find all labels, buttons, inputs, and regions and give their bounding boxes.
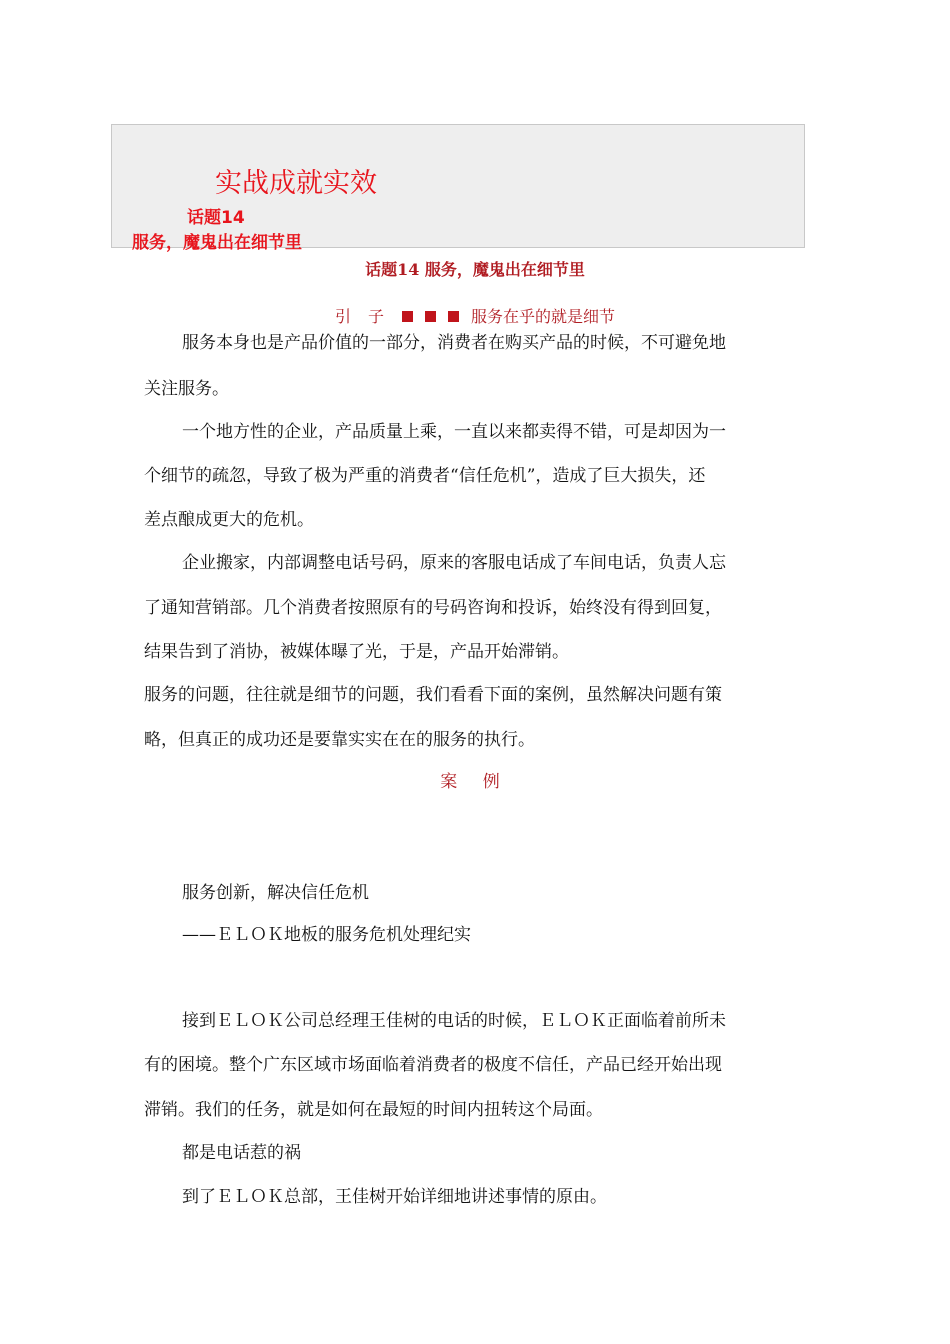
paragraph-line: 企业搬家，内部调整电话号码，原来的客服电话成了车间电话，负责人忘 [182, 553, 726, 573]
intro-title: 服务在乎的就是细节 [471, 307, 616, 326]
paragraph-line: 有的困境。整个广东区域市场面临着消费者的极度不信任，产品已经开始出现 [144, 1055, 722, 1075]
header-subtitle: 服务，魔鬼出在细节里 [132, 233, 302, 253]
paragraph-line: 略，但真正的成功还是要靠实实在在的服务的执行。 [144, 730, 535, 750]
case-heading: 案 例 [440, 772, 510, 792]
header-banner [111, 124, 805, 253]
square-bullet-icon [402, 311, 413, 322]
paragraph-line: 服务的问题，往往就是细节的问题，我们看看下面的案例，虽然解决问题有策 [144, 685, 722, 705]
paragraph-line: 接到ＥＬＯＫ公司总经理王佳树的电话的时候，ＥＬＯＫ正面临着前所未 [182, 1011, 726, 1031]
case-subtitle: ——ＥＬＯＫ地板的服务危机处理纪实 [182, 925, 471, 945]
square-bullet-icon [425, 311, 436, 322]
case-title: 服务创新，解决信任危机 [182, 883, 369, 903]
paragraph-line: 个细节的疏忽，导致了极为严重的消费者“信任危机”，造成了巨大损失，还 [144, 466, 706, 486]
paragraph-line: 到了ＥＬＯＫ总部，王佳树开始详细地讲述事情的原由。 [182, 1187, 607, 1207]
paragraph-line: 结果告到了消协，被媒体曝了光，于是，产品开始滞销。 [144, 642, 569, 662]
intro-label: 引 子 [334, 307, 391, 326]
paragraph-line: 滞销。我们的任务，就是如何在最短的时间内扭转这个局面。 [144, 1100, 603, 1120]
header-title: 实战成就实效 [215, 168, 377, 199]
paragraph-line: 了通知营销部。几个消费者按照原有的号码咨询和投诉，始终没有得到回复， [144, 598, 722, 618]
header-topic: 话题14 [187, 208, 245, 228]
paragraph-line: 服务本身也是产品价值的一部分，消费者在购买产品的时候，不可避免地 [182, 333, 726, 353]
square-bullet-icon [448, 311, 459, 322]
article-heading: 话题14 服务，魔鬼出在细节里 [365, 260, 585, 279]
intro-heading [0, 304, 950, 327]
paragraph-line: 差点酿成更大的危机。 [144, 510, 314, 530]
paragraph-line: 一个地方性的企业，产品质量上乘，一直以来都卖得不错，可是却因为一 [182, 422, 726, 442]
paragraph-line: 关注服务。 [144, 379, 229, 399]
section-heading: 都是电话惹的祸 [182, 1143, 301, 1163]
